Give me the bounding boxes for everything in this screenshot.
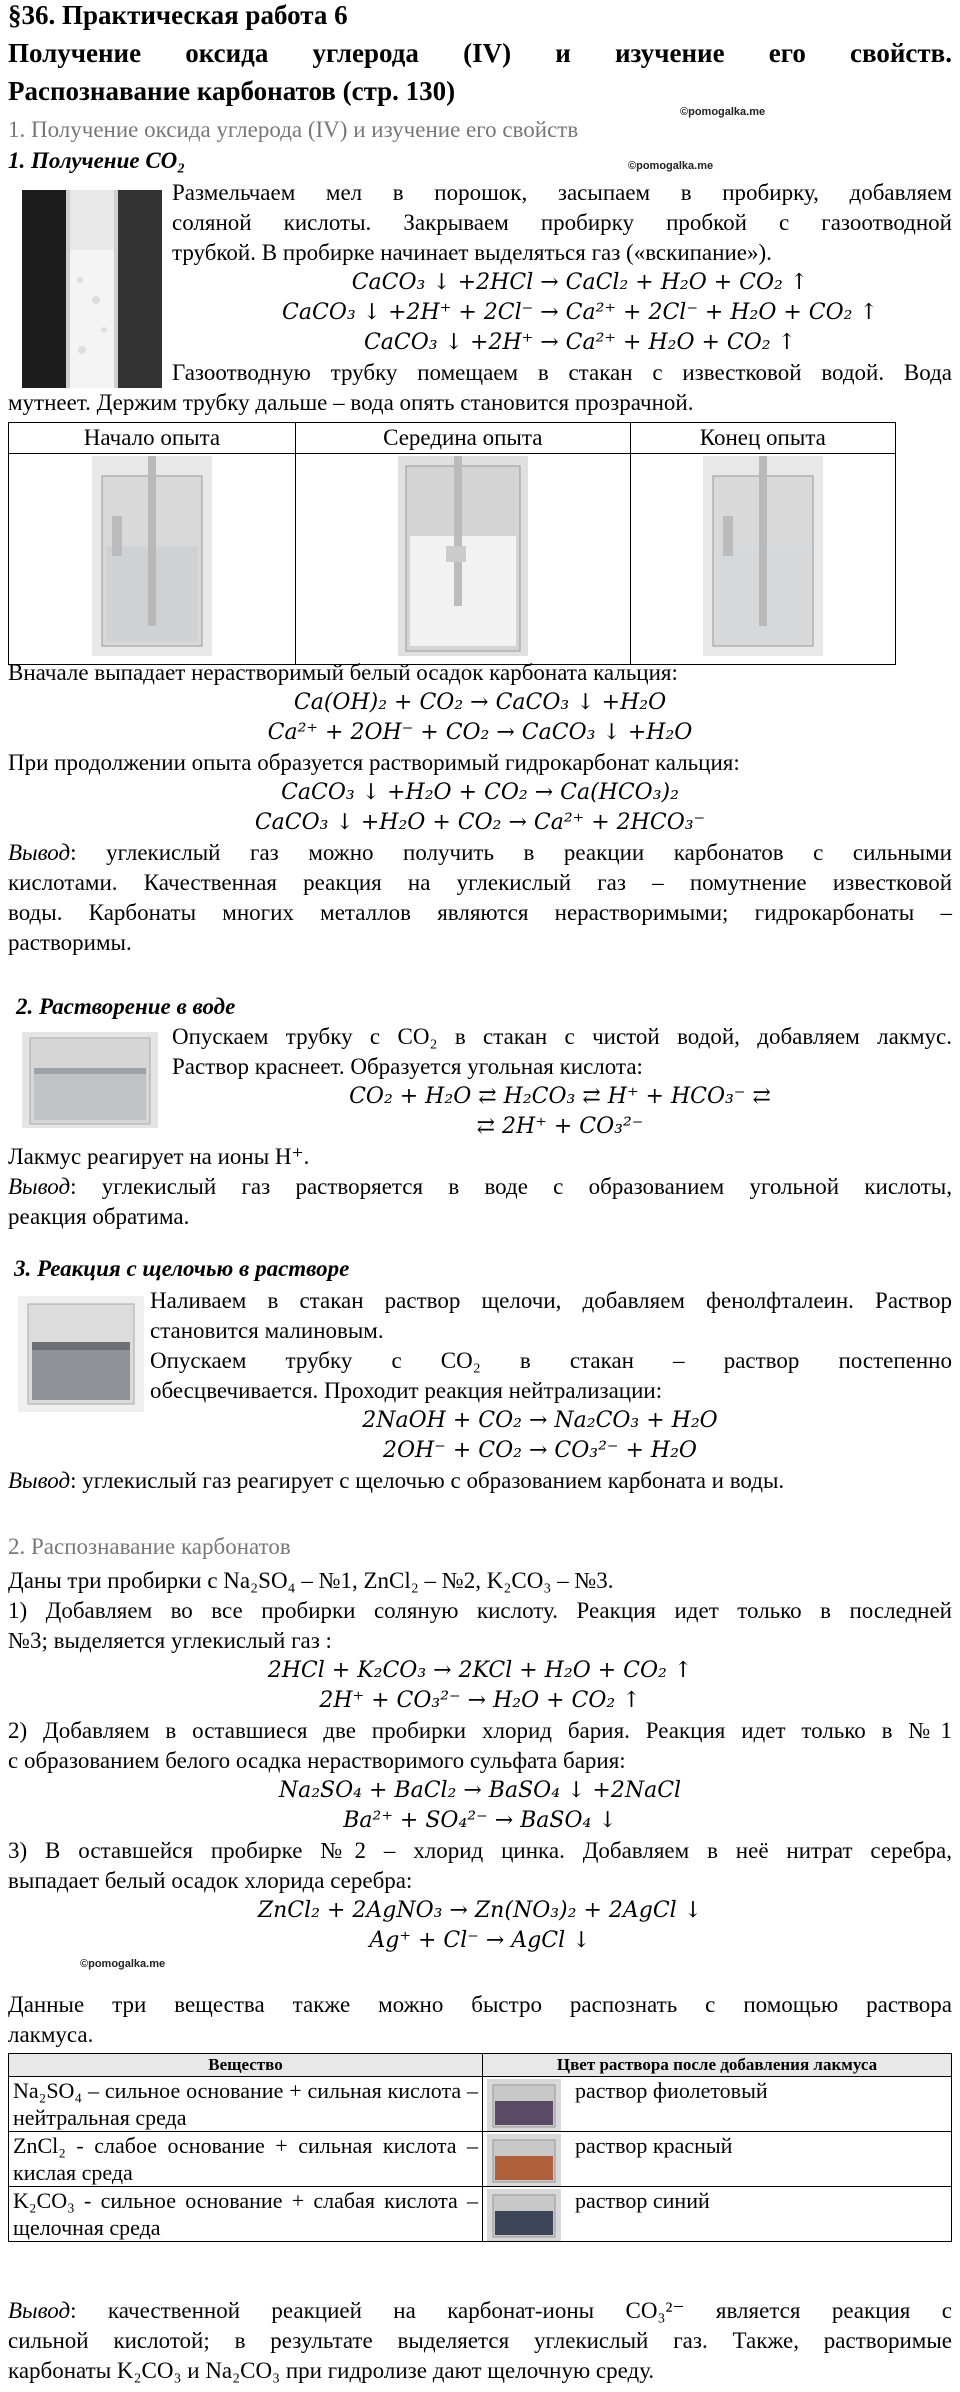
watermark: ©pomogalka.me xyxy=(80,1958,166,1970)
part2-paragraph-line: выпадает белый осадок хлорида серебра: xyxy=(8,1868,413,1893)
conclusion-line xyxy=(8,2296,952,2326)
part2-heading: 2. Распознавание карбонатов xyxy=(8,1534,291,1559)
part2-paragraph-line: 3) В оставшейся пробирке №2 – хлорид цинка. Добавляем в неё нитрат серебра, xyxy=(8,1838,952,1863)
color-cell xyxy=(483,2187,952,2242)
s1-paragraph-line: Вначале выпадает нерастворимый белый осадок карбоната кальция: xyxy=(8,660,678,685)
table-row xyxy=(9,2187,952,2242)
conclusion-label: Вывод xyxy=(8,840,71,865)
conclusion-text: : углекислый газ растворяется в воде с образованием угольной кислоты, xyxy=(70,1174,952,1199)
part2-paragraph-line: лакмуса. xyxy=(8,2022,94,2047)
conclusion-text: : углекислый газ можно получить в реакции карбонатов с сильными xyxy=(70,840,952,865)
alkali-beaker-photo xyxy=(18,1296,144,1412)
color-label: раствор фиолетовый xyxy=(575,2078,768,2103)
part2-paragraph-line: Данные три вещества также можно быстро распознать с помощью раствора xyxy=(8,1992,952,2017)
page-subtitle-line1: Получение оксида углерода (IV) и изучение его свойств. xyxy=(8,38,952,68)
conclusion-label: Вывод xyxy=(8,2298,71,2323)
section2-title: 2. Растворение в воде xyxy=(16,994,236,1019)
conclusion-line: кислотами. Качественная реакция на углекислый газ – помутнение известковой xyxy=(8,870,952,895)
part2-paragraph-line: 2) Добавляем в оставшиеся две пробирки хлорид бария. Реакция идет только в №1 xyxy=(8,1718,952,1743)
conclusion-label: Вывод xyxy=(8,1174,71,1199)
litmus-photo-blue xyxy=(487,2189,561,2241)
equation: 2H⁺ + CO₃²⁻ → H₂O + CO₂ ↑ xyxy=(319,1688,641,1713)
equation: 2HCl + K₂CO₃ → 2KCl + H₂O + CO₂ ↑ xyxy=(267,1658,693,1683)
substance-cell: K₂CO₃ - сильное основание + слабая кислота – щелочная среда xyxy=(9,2187,483,2242)
table-header: Конец опыта xyxy=(630,423,895,454)
s3-paragraph-line: обесцвечивается. Проходит реакция нейтрализации: xyxy=(150,1378,663,1403)
observation-table xyxy=(8,422,896,665)
beaker-photo-start xyxy=(9,454,296,665)
page-title: §36. Практическая работа 6 xyxy=(8,0,348,30)
s2-paragraph-line: Раствор краснеет. Образуется угольная кислота: xyxy=(172,1054,643,1079)
beaker-photo-middle xyxy=(295,454,630,665)
s1-paragraph-line: мутнеет. Держим трубку дальше – вода опять становится прозрачной. xyxy=(8,390,694,415)
equation: CaCO₃ ↓ +2H⁺ → Ca²⁺ + H₂O + CO₂ ↑ xyxy=(363,330,797,355)
s3-paragraph-line: Наливаем в стакан раствор щелочи, добавляем фенолфталеин. Раствор xyxy=(150,1288,952,1313)
s3-paragraph-line: становится малиновым. xyxy=(150,1318,384,1343)
section1-title: 1. Получение CO₂ xyxy=(8,148,186,173)
conclusion-line: воды. Карбонаты многих металлов являются нерастворимыми; гидрокарбонаты – xyxy=(8,900,952,925)
table-header: Начало опыта xyxy=(9,423,296,454)
color-cell xyxy=(483,2132,952,2187)
color-label: раствор синий xyxy=(575,2188,710,2213)
table-header: Середина опыта xyxy=(295,423,630,454)
part2-paragraph-line: с образованием белого осадка нерастворимого сульфата бария: xyxy=(8,1748,626,1773)
conclusion-line: реакция обратима. xyxy=(8,1204,190,1229)
litmus-photo-red xyxy=(487,2134,561,2186)
color-cell xyxy=(483,2077,952,2132)
table-row xyxy=(9,2132,952,2187)
conclusion-text: : качественной реакцией на карбонат-ионы CO₃²⁻ является реакция с xyxy=(70,2298,952,2323)
conclusion-line xyxy=(8,1172,952,1202)
s2-paragraph-line: Опускаем трубку с CO₂ в стакан с чистой водой, добавляем лакмус. xyxy=(172,1024,952,1049)
s2-paragraph-line: Лакмус реагирует на ионы H⁺. xyxy=(8,1144,310,1169)
beaker-photo-end xyxy=(630,454,895,665)
substance-cell: Na₂SO₄ – сильное основание + сильная кислота – нейтральная среда xyxy=(9,2077,483,2132)
table-header: Вещество xyxy=(9,2054,483,2077)
part2-paragraph-line: №3; выделяется углекислый газ : xyxy=(8,1628,332,1653)
equation: Ca(OH)₂ + CO₂ → CaCO₃ ↓ +H₂O xyxy=(293,690,667,715)
equation: ZnCl₂ + 2AgNO₃ → Zn(NO₃)₂ + 2AgCl ↓ xyxy=(257,1898,703,1923)
part2-paragraph-line: 1) Добавляем во все пробирки соляную кислоту. Реакция идет только в последней xyxy=(8,1598,952,1623)
conclusion-line: карбонаты K₂CO₃ и Na₂CO₃ при гидролизе дают щелочную среду. xyxy=(8,2358,655,2383)
equation: 2OH⁻ + CO₂ → CO₃²⁻ + H₂O xyxy=(383,1438,697,1463)
s1-paragraph-line: При продолжении опыта образуется растворимый гидрокарбонат кальция: xyxy=(8,750,740,775)
watermark: ©pomogalka.me xyxy=(628,160,714,172)
s1-paragraph-line: Размельчаем мел в порошок, засыпаем в пробирку, добавляем xyxy=(172,180,952,205)
equation: ⇄ 2H⁺ + CO₃²⁻ xyxy=(476,1114,644,1139)
page-subtitle-line2: Распознавание карбонатов (стр. 130) xyxy=(8,76,456,106)
equation: CO₂ + H₂O ⇄ H₂CO₃ ⇄ H⁺ + HCO₃⁻ ⇄ xyxy=(349,1084,771,1109)
conclusion-label: Вывод xyxy=(8,1468,71,1493)
watermark: ©pomogalka.me xyxy=(680,106,766,118)
s1-paragraph-line: Газоотводную трубку помещаем в стакан с известковой водой. Вода xyxy=(172,360,952,385)
equation: Ca²⁺ + 2OH⁻ + CO₂ → CaCO₃ ↓ +H₂O xyxy=(267,720,693,745)
equation: CaCO₃ ↓ +2HCl → CaCl₂ + H₂O + CO₂ ↑ xyxy=(351,270,809,295)
s1-paragraph-line: трубкой. В пробирке начинает выделяться газ («вскипание»). xyxy=(172,240,772,265)
conclusion-text: : углекислый газ реагирует с щелочью с образованием карбоната и воды. xyxy=(70,1468,785,1493)
part2-paragraph-line: Даны три пробирки с Na₂SO₄ – №1, ZnCl₂ – №2, K₂CO₃ – №3. xyxy=(8,1568,614,1593)
conclusion-line: растворимы. xyxy=(8,930,132,955)
conclusion-line xyxy=(8,838,952,868)
equation: Ba²⁺ + SO₄²⁻ → BaSO₄ ↓ xyxy=(343,1808,617,1833)
section3-title: 3. Реакция с щелочью в растворе xyxy=(14,1256,350,1281)
substance-cell: ZnCl₂ - слабое основание + сильная кислота – кислая среда xyxy=(9,2132,483,2187)
part1-heading: 1. Получение оксида углерода (IV) и изучение его свойств xyxy=(8,117,579,142)
litmus-photo-violet xyxy=(487,2079,561,2131)
equation: Na₂SO₄ + BaCl₂ → BaSO₄ ↓ +2NaCl xyxy=(278,1778,682,1803)
s3-paragraph-line: Опускаем трубку с CO₂ в стакан – раствор постепенно xyxy=(150,1348,952,1373)
litmus-table xyxy=(8,2053,952,2242)
conclusion-line xyxy=(8,1466,952,1496)
equation: Ag⁺ + Cl⁻ → AgCl ↓ xyxy=(369,1928,591,1953)
equation: CaCO₃ ↓ +H₂O + CO₂ → Ca²⁺ + 2HCO₃⁻ xyxy=(254,810,706,835)
table-header: Цвет раствора после добавления лакмуса xyxy=(483,2054,952,2077)
conclusion-line: сильной кислотой; в результате выделяется углекислый газ. Также, растворимые xyxy=(8,2328,952,2353)
equation: CaCO₃ ↓ +H₂O + CO₂ → Ca(HCO₃)₂ xyxy=(281,780,679,805)
s1-paragraph-line: соляной кислоты. Закрываем пробирку пробкой с газоотводной xyxy=(172,210,952,235)
color-label: раствор красный xyxy=(575,2133,733,2158)
equation: CaCO₃ ↓ +2H⁺ + 2Cl⁻ → Ca²⁺ + 2Cl⁻ + H₂O + CO₂ ↑ xyxy=(282,300,878,325)
table-row xyxy=(9,2077,952,2132)
equation: 2NaOH + CO₂ → Na₂CO₃ + H₂O xyxy=(362,1408,718,1433)
